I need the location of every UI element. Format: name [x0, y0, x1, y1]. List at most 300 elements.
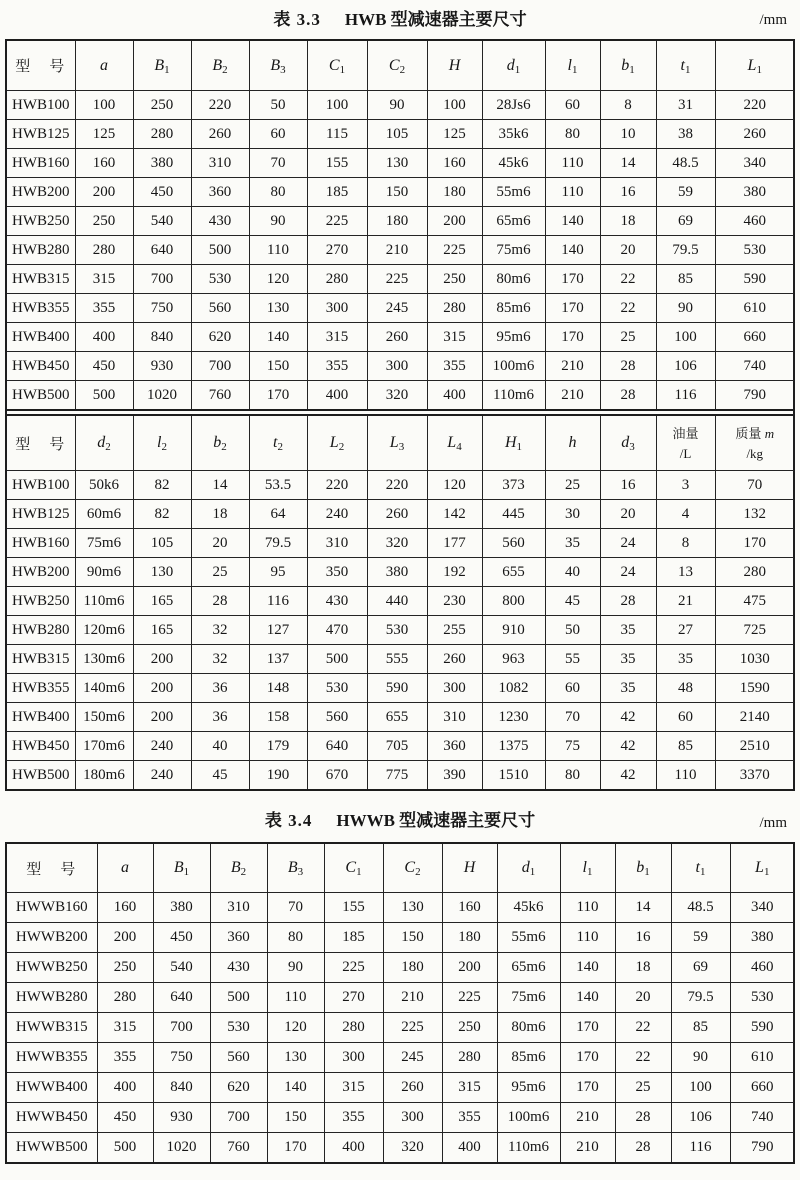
value-cell: 25 [191, 558, 249, 587]
value-cell: 180 [367, 207, 427, 236]
value-cell: 120m6 [75, 616, 133, 645]
value-cell: 85m6 [497, 1043, 560, 1073]
value-cell: 200 [97, 923, 153, 953]
value-cell: 2140 [715, 703, 794, 732]
column-header: $B_3$ [267, 844, 324, 893]
value-cell: 18 [191, 500, 249, 529]
value-cell: 105 [367, 120, 427, 149]
value-cell: 725 [715, 616, 794, 645]
value-cell: 180 [427, 178, 482, 207]
value-cell: 155 [307, 149, 367, 178]
value-cell: 140 [560, 983, 615, 1013]
value-cell: 18 [615, 953, 671, 983]
value-cell: 100m6 [497, 1103, 560, 1133]
column-header: 型 号 [7, 41, 75, 91]
value-cell: 127 [249, 616, 307, 645]
model-cell: HWB500 [7, 381, 75, 410]
value-cell: 170 [560, 1013, 615, 1043]
table-row [7, 236, 794, 265]
model-cell: HWB500 [7, 761, 75, 790]
value-cell: 16 [600, 178, 656, 207]
column-header: $d_2$ [75, 416, 133, 471]
table-row [7, 294, 794, 323]
value-cell: 140 [545, 207, 600, 236]
table33-caption [5, 4, 795, 39]
model-cell: HWWB160 [7, 893, 97, 923]
section-divider [7, 409, 793, 416]
model-cell: HWB100 [7, 471, 75, 500]
value-cell: 116 [656, 381, 715, 410]
header-row [7, 416, 794, 471]
value-cell: 250 [133, 91, 191, 120]
value-cell: 355 [307, 352, 367, 381]
value-cell: 260 [715, 120, 794, 149]
value-cell: 160 [75, 149, 133, 178]
value-cell: 110 [267, 983, 324, 1013]
value-cell: 500 [307, 645, 367, 674]
value-cell: 35k6 [482, 120, 545, 149]
value-cell: 35 [600, 674, 656, 703]
value-cell: 450 [97, 1103, 153, 1133]
value-cell: 60m6 [75, 500, 133, 529]
value-cell: 380 [133, 149, 191, 178]
value-cell: 165 [133, 587, 191, 616]
model-cell: HWB400 [7, 703, 75, 732]
value-cell: 3 [656, 471, 715, 500]
column-header: $L_1$ [730, 844, 794, 893]
value-cell: 170 [715, 529, 794, 558]
value-cell: 50 [545, 616, 600, 645]
model-cell: HWB125 [7, 500, 75, 529]
model-cell: HWWB200 [7, 923, 97, 953]
value-cell: 50k6 [75, 471, 133, 500]
value-cell: 760 [210, 1133, 267, 1163]
value-cell: 360 [427, 732, 482, 761]
value-cell: 36 [191, 703, 249, 732]
value-cell: 430 [210, 953, 267, 983]
table-row [7, 703, 794, 732]
column-header: $l_2$ [133, 416, 191, 471]
value-cell: 100 [427, 91, 482, 120]
value-cell: 380 [715, 178, 794, 207]
column-header: $B_2$ [191, 41, 249, 91]
value-cell: 620 [210, 1073, 267, 1103]
value-cell: 28 [615, 1103, 671, 1133]
value-cell: 610 [715, 294, 794, 323]
value-cell: 660 [730, 1073, 794, 1103]
value-cell: 320 [367, 529, 427, 558]
table-row [7, 674, 794, 703]
table-row [7, 381, 794, 410]
table-row [7, 558, 794, 587]
value-cell: 1030 [715, 645, 794, 674]
value-cell: 740 [715, 352, 794, 381]
value-cell: 100 [671, 1073, 730, 1103]
value-cell: 70 [249, 149, 307, 178]
model-cell: HWWB315 [7, 1013, 97, 1043]
value-cell: 28 [600, 587, 656, 616]
value-cell: 240 [133, 761, 191, 790]
value-cell: 450 [133, 178, 191, 207]
value-cell: 200 [75, 178, 133, 207]
value-cell: 130 [267, 1043, 324, 1073]
column-header: h [545, 416, 600, 471]
value-cell: 620 [191, 323, 249, 352]
value-cell: 400 [97, 1073, 153, 1103]
value-cell: 170 [560, 1043, 615, 1073]
value-cell: 69 [656, 207, 715, 236]
value-cell: 16 [615, 923, 671, 953]
value-cell: 35 [545, 529, 600, 558]
value-cell: 140 [560, 953, 615, 983]
value-cell: 700 [191, 352, 249, 381]
value-cell: 90 [367, 91, 427, 120]
value-cell: 245 [383, 1043, 442, 1073]
value-cell: 106 [656, 352, 715, 381]
value-cell: 930 [153, 1103, 210, 1133]
table33 [5, 39, 795, 791]
value-cell: 540 [133, 207, 191, 236]
value-cell: 85 [656, 732, 715, 761]
value-cell: 130m6 [75, 645, 133, 674]
column-header: $t_1$ [656, 41, 715, 91]
value-cell: 22 [615, 1013, 671, 1043]
model-cell: HWWB400 [7, 1073, 97, 1103]
value-cell: 315 [427, 323, 482, 352]
value-cell: 20 [615, 983, 671, 1013]
model-cell: HWB100 [7, 91, 75, 120]
value-cell: 530 [191, 265, 249, 294]
value-cell: 775 [367, 761, 427, 790]
value-cell: 60 [545, 674, 600, 703]
value-cell: 280 [307, 265, 367, 294]
value-cell: 45k6 [482, 149, 545, 178]
value-cell: 170 [560, 1073, 615, 1103]
model-cell: HWB250 [7, 207, 75, 236]
value-cell: 310 [210, 893, 267, 923]
value-cell: 27 [656, 616, 715, 645]
column-header: $B_2$ [210, 844, 267, 893]
value-cell: 64 [249, 500, 307, 529]
value-cell: 460 [730, 953, 794, 983]
value-cell: 20 [191, 529, 249, 558]
value-cell: 110 [560, 893, 615, 923]
value-cell: 100 [307, 91, 367, 120]
value-cell: 80 [267, 923, 324, 953]
value-cell: 230 [427, 587, 482, 616]
value-cell: 110 [656, 761, 715, 790]
value-cell: 165 [133, 616, 191, 645]
value-cell: 170 [545, 294, 600, 323]
value-cell: 160 [97, 893, 153, 923]
table-row [7, 1133, 794, 1163]
value-cell: 42 [600, 703, 656, 732]
value-cell: 90 [267, 953, 324, 983]
value-cell: 340 [730, 893, 794, 923]
value-cell: 32 [191, 645, 249, 674]
value-cell: 705 [367, 732, 427, 761]
value-cell: 75m6 [75, 529, 133, 558]
table34-caption-title: HWWB 型减速器主要尺寸 [336, 811, 536, 830]
value-cell: 760 [191, 381, 249, 410]
value-cell: 840 [133, 323, 191, 352]
value-cell: 65m6 [497, 953, 560, 983]
value-cell: 155 [324, 893, 383, 923]
value-cell: 148 [249, 674, 307, 703]
column-header: $d_1$ [497, 844, 560, 893]
column-header: $b_1$ [600, 41, 656, 91]
value-cell: 80m6 [482, 265, 545, 294]
value-cell: 125 [75, 120, 133, 149]
value-cell: 85m6 [482, 294, 545, 323]
value-cell: 28 [600, 381, 656, 410]
value-cell: 16 [600, 471, 656, 500]
value-cell: 380 [367, 558, 427, 587]
value-cell: 79.5 [671, 983, 730, 1013]
value-cell: 25 [615, 1073, 671, 1103]
value-cell: 530 [210, 1013, 267, 1043]
value-cell: 315 [307, 323, 367, 352]
value-cell: 75m6 [497, 983, 560, 1013]
table-row [7, 91, 794, 120]
model-cell: HWB450 [7, 352, 75, 381]
value-cell: 255 [427, 616, 482, 645]
value-cell: 22 [600, 294, 656, 323]
value-cell: 158 [249, 703, 307, 732]
value-cell: 250 [97, 953, 153, 983]
value-cell: 80 [249, 178, 307, 207]
column-header: $d_3$ [600, 416, 656, 471]
value-cell: 220 [191, 91, 249, 120]
value-cell: 1020 [133, 381, 191, 410]
value-cell: 930 [133, 352, 191, 381]
table33-caption-title: HWB 型减速器主要尺寸 [344, 10, 527, 29]
value-cell: 130 [249, 294, 307, 323]
value-cell: 170 [545, 265, 600, 294]
value-cell: 60 [545, 91, 600, 120]
value-cell: 250 [75, 207, 133, 236]
value-cell: 200 [133, 703, 191, 732]
value-cell: 110 [545, 149, 600, 178]
value-cell: 280 [75, 236, 133, 265]
value-cell: 660 [715, 323, 794, 352]
value-cell: 260 [427, 645, 482, 674]
value-cell: 190 [249, 761, 307, 790]
value-cell: 360 [210, 923, 267, 953]
value-cell: 210 [545, 352, 600, 381]
value-cell: 800 [482, 587, 545, 616]
value-cell: 4 [656, 500, 715, 529]
value-cell: 100m6 [482, 352, 545, 381]
model-cell: HWB280 [7, 236, 75, 265]
value-cell: 460 [715, 207, 794, 236]
model-cell: HWB355 [7, 294, 75, 323]
value-cell: 60 [656, 703, 715, 732]
model-cell: HWWB355 [7, 1043, 97, 1073]
value-cell: 200 [427, 207, 482, 236]
value-cell: 225 [307, 207, 367, 236]
value-cell: 45 [545, 587, 600, 616]
value-cell: 250 [442, 1013, 497, 1043]
table-row [7, 178, 794, 207]
value-cell: 140 [267, 1073, 324, 1103]
value-cell: 560 [191, 294, 249, 323]
value-cell: 560 [307, 703, 367, 732]
value-cell: 310 [307, 529, 367, 558]
value-cell: 8 [600, 91, 656, 120]
value-cell: 14 [600, 149, 656, 178]
value-cell: 185 [324, 923, 383, 953]
value-cell: 315 [97, 1013, 153, 1043]
value-cell: 42 [600, 761, 656, 790]
value-cell: 390 [427, 761, 482, 790]
table-row [7, 1043, 794, 1073]
value-cell: 440 [367, 587, 427, 616]
value-cell: 355 [427, 352, 482, 381]
table-row [7, 645, 794, 674]
value-cell: 22 [600, 265, 656, 294]
value-cell: 55m6 [482, 178, 545, 207]
value-cell: 225 [383, 1013, 442, 1043]
table33-lower-section [7, 416, 794, 789]
value-cell: 225 [324, 953, 383, 983]
value-cell: 170 [249, 381, 307, 410]
value-cell: 220 [367, 471, 427, 500]
table-row [7, 1103, 794, 1133]
value-cell: 45k6 [497, 893, 560, 923]
value-cell: 38 [656, 120, 715, 149]
table34-caption [5, 791, 795, 842]
table-row [7, 471, 794, 500]
table-row [7, 1013, 794, 1043]
value-cell: 140 [249, 323, 307, 352]
value-cell: 150 [249, 352, 307, 381]
value-cell: 450 [75, 352, 133, 381]
value-cell: 400 [307, 381, 367, 410]
value-cell: 210 [545, 381, 600, 410]
table-row [7, 323, 794, 352]
column-header: $L_4$ [427, 416, 482, 471]
value-cell: 25 [600, 323, 656, 352]
value-cell: 670 [307, 761, 367, 790]
value-cell: 48.5 [656, 149, 715, 178]
value-cell: 120 [249, 265, 307, 294]
value-cell: 590 [715, 265, 794, 294]
value-cell: 35 [600, 645, 656, 674]
value-cell: 2510 [715, 732, 794, 761]
value-cell: 170 [545, 323, 600, 352]
value-cell: 1082 [482, 674, 545, 703]
value-cell: 400 [75, 323, 133, 352]
value-cell: 180m6 [75, 761, 133, 790]
value-cell: 250 [427, 265, 482, 294]
value-cell: 640 [153, 983, 210, 1013]
value-cell: 540 [153, 953, 210, 983]
column-header: 型 号 [7, 844, 97, 893]
value-cell: 35 [600, 616, 656, 645]
table-row [7, 983, 794, 1013]
value-cell: 150 [267, 1103, 324, 1133]
value-cell: 280 [97, 983, 153, 1013]
header-row [7, 41, 794, 91]
table-row [7, 616, 794, 645]
value-cell: 963 [482, 645, 545, 674]
value-cell: 910 [482, 616, 545, 645]
value-cell: 22 [615, 1043, 671, 1073]
value-cell: 90m6 [75, 558, 133, 587]
value-cell: 95m6 [482, 323, 545, 352]
value-cell: 530 [367, 616, 427, 645]
table-row [7, 587, 794, 616]
value-cell: 320 [367, 381, 427, 410]
table-row [7, 893, 794, 923]
value-cell: 500 [191, 236, 249, 265]
value-cell: 85 [656, 265, 715, 294]
value-cell: 48 [656, 674, 715, 703]
model-cell: HWB250 [7, 587, 75, 616]
value-cell: 590 [367, 674, 427, 703]
value-cell: 24 [600, 558, 656, 587]
table34-main [7, 844, 794, 1162]
value-cell: 70 [545, 703, 600, 732]
value-cell: 225 [427, 236, 482, 265]
value-cell: 120 [427, 471, 482, 500]
value-cell: 115 [307, 120, 367, 149]
value-cell: 180 [383, 953, 442, 983]
table-row [7, 120, 794, 149]
column-header: $B_1$ [133, 41, 191, 91]
value-cell: 150m6 [75, 703, 133, 732]
value-cell: 555 [367, 645, 427, 674]
value-cell: 80m6 [497, 1013, 560, 1043]
value-cell: 70 [715, 471, 794, 500]
value-cell: 55 [545, 645, 600, 674]
value-cell: 55m6 [497, 923, 560, 953]
value-cell: 200 [442, 953, 497, 983]
table-row [7, 923, 794, 953]
value-cell: 445 [482, 500, 545, 529]
column-header: $L_1$ [715, 41, 794, 91]
value-cell: 110m6 [482, 381, 545, 410]
value-cell: 130 [383, 893, 442, 923]
value-cell: 3370 [715, 761, 794, 790]
value-cell: 110 [560, 923, 615, 953]
value-cell: 90 [249, 207, 307, 236]
value-cell: 36 [191, 674, 249, 703]
value-cell: 28 [191, 587, 249, 616]
table34-unit-label: /mm [759, 815, 787, 831]
value-cell: 220 [307, 471, 367, 500]
value-cell: 270 [307, 236, 367, 265]
value-cell: 260 [383, 1073, 442, 1103]
value-cell: 500 [75, 381, 133, 410]
value-cell: 210 [367, 236, 427, 265]
value-cell: 28Js6 [482, 91, 545, 120]
value-cell: 80 [545, 761, 600, 790]
value-cell: 430 [307, 587, 367, 616]
column-header: $C_1$ [324, 844, 383, 893]
value-cell: 150 [383, 923, 442, 953]
model-cell: HWWB450 [7, 1103, 97, 1133]
column-header: 质量 m /kg [715, 416, 794, 471]
column-header: $B_1$ [153, 844, 210, 893]
value-cell: 373 [482, 471, 545, 500]
value-cell: 28 [600, 352, 656, 381]
model-cell: HWB400 [7, 323, 75, 352]
value-cell: 270 [324, 983, 383, 1013]
value-cell: 355 [97, 1043, 153, 1073]
value-cell: 21 [656, 587, 715, 616]
